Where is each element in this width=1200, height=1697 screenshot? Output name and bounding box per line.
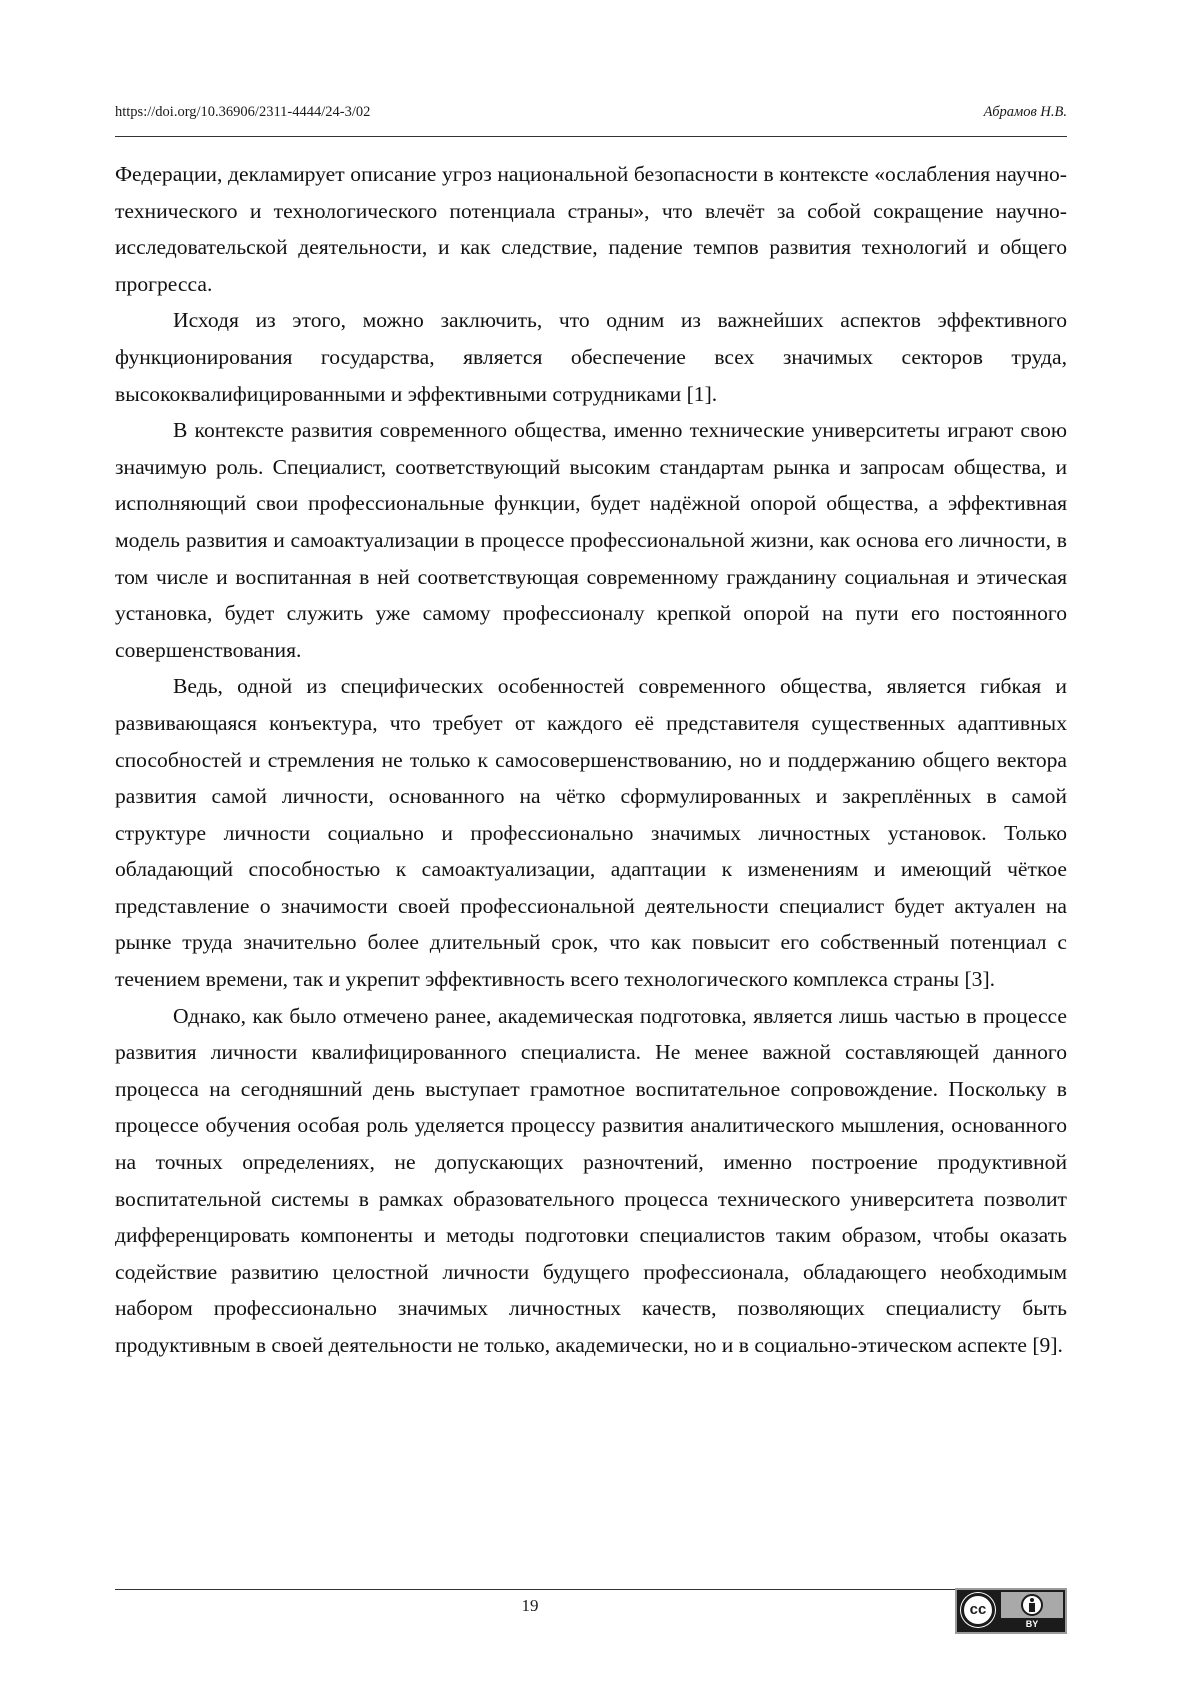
doi-link[interactable]: https://doi.org/10.36906/2311-4444/24-3/02: [115, 104, 371, 120]
running-header: [115, 104, 1067, 130]
running-author: Абрамов Н.В.: [983, 104, 1067, 120]
attribution-person-icon: [1021, 1594, 1043, 1616]
article-body: [115, 156, 1067, 1364]
cc-logo-icon: cc: [961, 1593, 995, 1627]
paragraph-continued: Федерации, декламирует описание угроз национальной безопасности в контексте «ослабления научно-технического и технологического потенциала страны», что влечёт за собой сокращение научно-исследовательской деятельности, и как следствие, падение темпов развития технологий и общего прогресса.: [115, 162, 1067, 296]
footer-divider: [115, 1589, 955, 1590]
attribution-panel: [1001, 1592, 1063, 1630]
paragraph: Однако, как было отмечено ранее, академическая подготовка, является лишь частью в процессе развития личности квалифицированного специалиста. Не менее важной составляющей данного процесса на сегодняшний день выступает грамотное воспитательное сопровождение. Поскольку в процессе обучения особая роль уделяется процессу развития аналитического мышления, основанного на точных определениях, не допускающих разночтений, именно построение продуктивной воспитательной системы в рамках образовательного процесса технического университета позволит дифференцировать компоненты и методы подготовки специалистов таким образом, чтобы оказать содействие развитию целостной личности будущего профессионала, обладающего необходимым набором профессионально значимых личностных качеств, позволяющих специалисту быть продуктивным в своей деятельности не только, академически, но и в социально-этическом аспекте [9].: [115, 1003, 1067, 1357]
paragraph: Ведь, одной из специфических особенностей современного общества, является гибкая и развивающаяся конъектура, что требует от каждого её представителя существенных адаптивных способностей и стремления не только к самосовершенствованию, но и поддержанию общего вектора развития самой личности, основанного на чётко сформулированных и закреплённых в самой структуре личности социально и профессионально значимых личностных установок. Только обладающий способностью к самоактуализации, адаптации к изменениям и имеющий чёткое представление о значимости своей профессиональной деятельности специалист будет актуален на рынке труда значительно более длительный срок, что как повысит его собственный потенциал с течением времени, так и укрепит эффективность всего технологического комплекса страны [3].: [115, 674, 1067, 992]
paragraph: В контексте развития современного общества, именно технические университеты играют свою значимую роль. Специалист, соответствующий высоким стандартам рынка и запросам общества, и исполняющий свои профессиональные функции, будет надёжной опорой общества, а эффективная модель развития и самоактуализации в процессе профессиональной жизни, как основа его личности, в том числе и воспитанная в ней соответствующая современному гражданину социальная и этическая установка, будет служить уже самому профессионалу крепкой опорой на пути его постоянного совершенствования.: [115, 418, 1067, 662]
page-number: 19: [521, 1596, 539, 1615]
by-label: BY: [1001, 1618, 1063, 1630]
cc-by-license-badge[interactable]: [955, 1588, 1067, 1634]
header-divider: [115, 136, 1067, 137]
paragraph: Исходя из этого, можно заключить, что одним из важнейших аспектов эффективного функционирования государства, является обеспечение всех значимых секторов труда, высококвалифицированными и эффективными сотрудниками [1].: [115, 308, 1067, 406]
